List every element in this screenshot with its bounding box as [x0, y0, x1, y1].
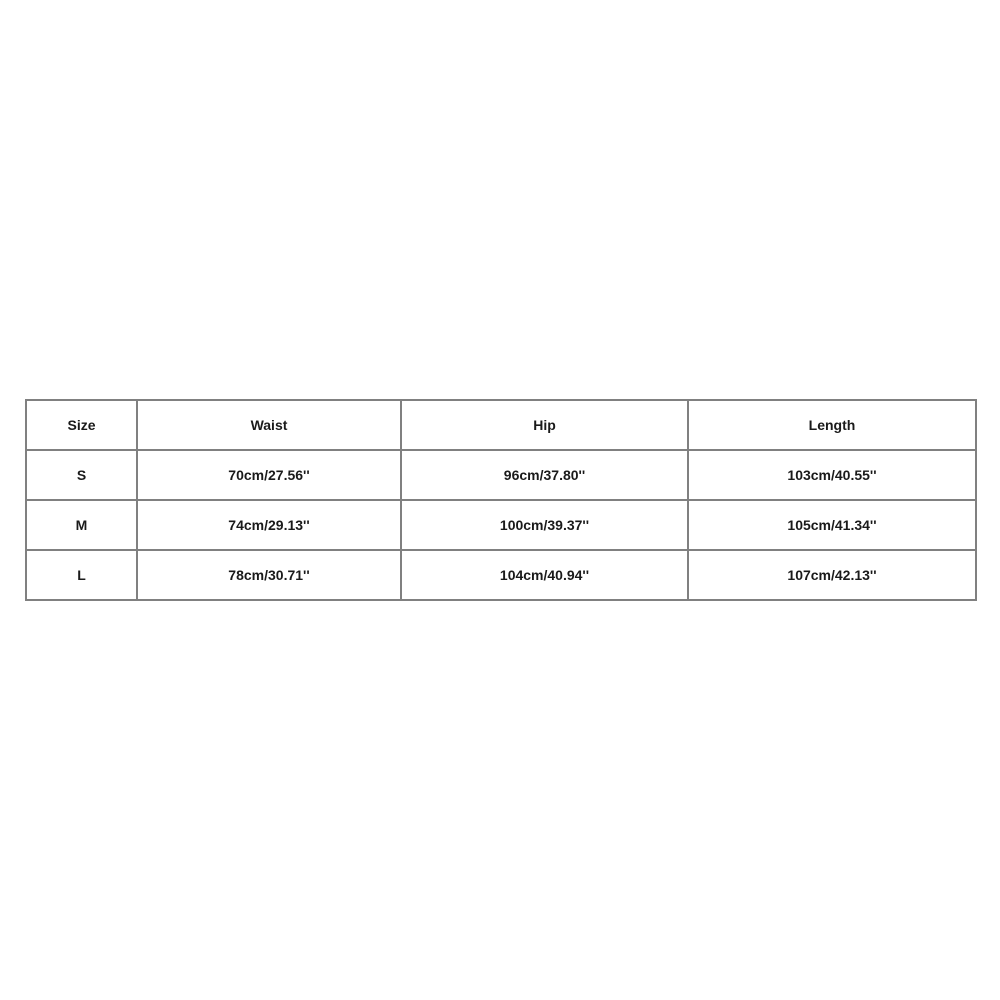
- table-cell-waist: 74cm/29.13'': [137, 500, 401, 550]
- header-cell-hip: Hip: [401, 400, 688, 450]
- table-row: [26, 450, 976, 500]
- table-cell-size: M: [26, 500, 137, 550]
- table-row: [26, 550, 976, 600]
- table-cell-waist: 78cm/30.71'': [137, 550, 401, 600]
- table-row: [26, 500, 976, 550]
- table-cell-hip: 104cm/40.94'': [401, 550, 688, 600]
- table-cell-length: 107cm/42.13'': [688, 550, 976, 600]
- table-cell-size: L: [26, 550, 137, 600]
- table-cell-hip: 100cm/39.37'': [401, 500, 688, 550]
- table-cell-hip: 96cm/37.80'': [401, 450, 688, 500]
- header-cell-waist: Waist: [137, 400, 401, 450]
- table-cell-waist: 70cm/27.56'': [137, 450, 401, 500]
- table-cell-size: S: [26, 450, 137, 500]
- size-chart-table: [25, 399, 977, 601]
- header-cell-length: Length: [688, 400, 976, 450]
- header-cell-size: Size: [26, 400, 137, 450]
- table-header-row: [26, 400, 976, 450]
- table-cell-length: 103cm/40.55'': [688, 450, 976, 500]
- table-cell-length: 105cm/41.34'': [688, 500, 976, 550]
